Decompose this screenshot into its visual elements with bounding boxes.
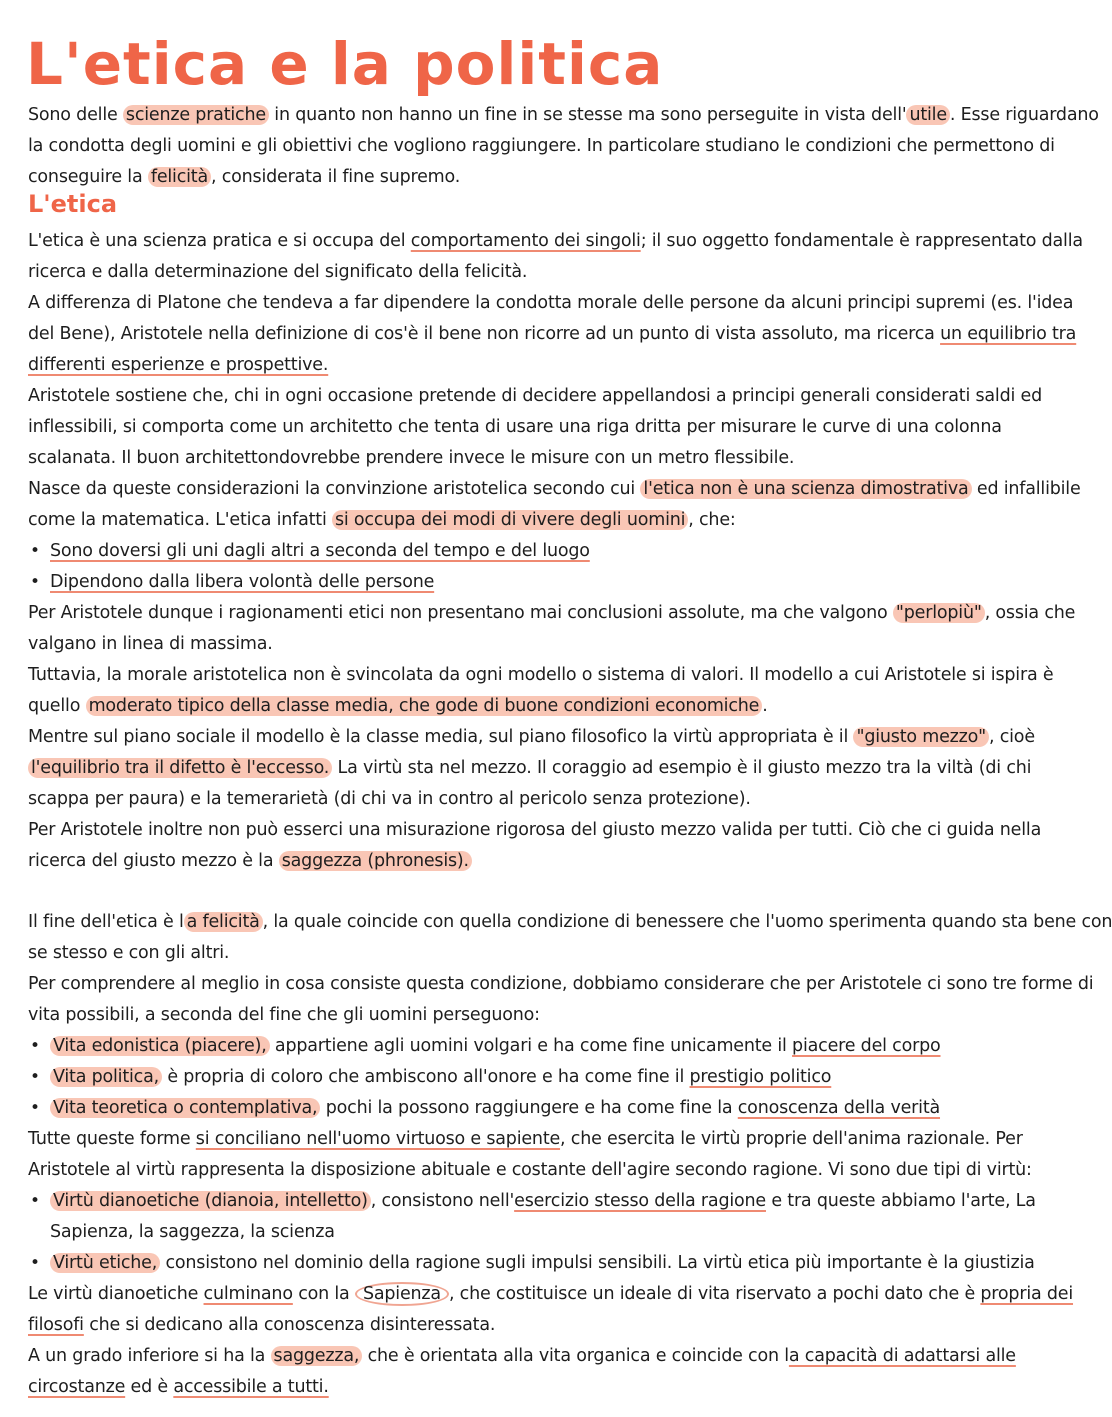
text-line: Per Aristotele dunque i ragionamenti etici non presentano mai conclusioni assolute, ma che valgono "perlopiù" , ossia che [28, 603, 1076, 623]
text-line: vita possibili, a seconda del fine che gli uomini perseguono: [28, 1005, 540, 1025]
bullet: • [30, 1191, 41, 1211]
text-line: del Bene), Aristotele nella definizione di cos'è il bene non ricorre ad un punto di vista assoluto, ma ricerca un equilibrio tra [28, 324, 1077, 344]
list-item: Sono doversi gli uni dagli altri a seconda del tempo e del luogo [50, 541, 590, 561]
text-line: se stesso e con gli altri. [28, 943, 230, 963]
list-item: Vita teoretica o contemplativa, pochi la possono raggiungere e ha come fine la conoscenza della verità [50, 1093, 940, 1124]
text-line: quello moderato tipico della classe media, che gode di buone condizioni economiche . [28, 696, 768, 716]
text-line: scalanata. Il buon architettondovrebbe prendere invece le misure con un metro flessibile. [28, 448, 795, 468]
text-line: Nasce da queste considerazioni la convinzione aristotelica secondo cui l'etica non è una scienza dimostrativa ed infallibile [28, 479, 1081, 499]
text-line: Tutte queste forme si conciliano nell'uomo virtuoso e sapiente, che esercita le virtù proprie dell'anima razionale. Per [28, 1129, 1023, 1149]
text-line: come la matematica. L'etica infatti si occupa dei modi di vivere degli uomini , che: [28, 510, 736, 530]
list-item: Virtù etiche, consistono nel dominio della ragione sugli impulsi sensibili. La virtù etica più importante è la giustizia [50, 1248, 1035, 1279]
text-line: A differenza di Platone che tendeva a far dipendere la condotta morale delle persone da alcuni principi supremi (es. l'idea [28, 293, 1074, 313]
text-line: filosofi che si dedicano alla conoscenza disinteressata. [28, 1315, 496, 1335]
bullet: • [30, 1098, 41, 1118]
bullet: • [30, 541, 41, 561]
bullet: • [30, 1253, 41, 1273]
text-line: Sono delle scienze pratiche in quanto non hanno un fine in se stesse ma sono perseguite in vista dell' utile . Esse riguardano [28, 105, 1099, 125]
list-item: Vita politica, è propria di coloro che ambiscono all'onore e ha come fine il prestigio politico [50, 1062, 831, 1093]
text-line: differenti esperienze e prospettive. [28, 355, 329, 375]
list-item: Vita edonistica (piacere), appartiene agli uomini volgari e ha come fine unicamente il piacere del corpo [50, 1031, 941, 1062]
text-line: conseguire la felicità , considerata il fine supremo. [28, 167, 461, 187]
text-line: Tuttavia, la morale aristotelica non è svincolata da ogni modello o sistema di valori. Il modello a cui Aristotele si ispira è [28, 665, 1054, 685]
text-line: circostanze ed è accessibile a tutti. [28, 1377, 329, 1397]
text-line: ricerca del giusto mezzo è la saggezza (phronesis). [28, 846, 472, 877]
text-line: ricerca e dalla determinazione del significato della felicità. [28, 262, 528, 282]
text-line: L'etica è una scienza pratica e si occupa del comportamento dei singoli; il suo oggetto fondamentale è rappresentato dalla [28, 231, 1083, 251]
list-item: Dipendono dalla libera volontà delle persone [50, 572, 435, 592]
text-line: Per Aristotele inoltre non può esserci una misurazione rigorosa del giusto mezzo valida per tutti. Ciò che ci guida nella [28, 820, 1042, 840]
section-heading: L'etica [28, 190, 118, 218]
text-line: scappa per paura) e la temerarietà (di chi va in contro al pericolo senza protezione). [28, 789, 751, 809]
page-title: L'etica e la politica [26, 30, 664, 98]
text-line: la condotta degli uomini e gli obiettivi che vogliono raggiungere. In particolare studiano le condizioni che permettono di [28, 136, 1055, 156]
text-line: Aristotele al virtù rappresenta la disposizione abituale e costante dell'agire secondo ragione. Vi sono due tipi di virtù: [28, 1160, 1032, 1180]
bullet: • [30, 1067, 41, 1087]
text-line: Per comprendere al meglio in cosa consiste questa condizione, dobbiamo considerare che per Aristotele ci sono tre forme di [28, 974, 1094, 994]
circled-word: Sapienza [355, 1282, 449, 1306]
text-line: Il fine dell'etica è l a felicità , la quale coincide con quella condizione di benessere che l'uomo sperimenta quando sta bene con [28, 912, 1112, 932]
bullet: • [30, 572, 41, 592]
text-line: A un grado inferiore si ha la saggezza, che è orientata alla vita organica e coincide con la capacità di adattarsi alle [28, 1346, 1016, 1366]
list-item-continuation: Sapienza, la saggezza, la scienza [50, 1222, 335, 1242]
text-line: Le virtù dianoetiche culminano con la Sapienza , che costituisce un ideale di vita riservato a pochi dato che è propria dei [28, 1284, 1074, 1304]
text-line: Aristotele sostiene che, chi in ogni occasione pretende di decidere appellandosi a principi generali considerati saldi ed [28, 386, 1042, 406]
text-line: inflessibili, si comporta come un architetto che tenta di usare una riga dritta per misurare le curve di una colonna [28, 417, 1002, 437]
text-line: valgano in linea di massima. [28, 634, 273, 654]
list-item: Virtù dianoetiche (dianoia, intelletto) , consistono nell'esercizio stesso della ragione e tra queste abbiamo l'arte, La [50, 1186, 1036, 1217]
text-line: l'equilibrio tra il difetto è l'eccesso. La virtù sta nel mezzo. Il coraggio ad esempio è il giusto mezzo tra la viltà (di chi [28, 753, 1031, 784]
text-line: Mentre sul piano sociale il modello è la classe media, sul piano filosofico la virtù appropriata è il "giusto mezzo" , cioè [28, 727, 1035, 747]
bullet: • [30, 1036, 41, 1056]
